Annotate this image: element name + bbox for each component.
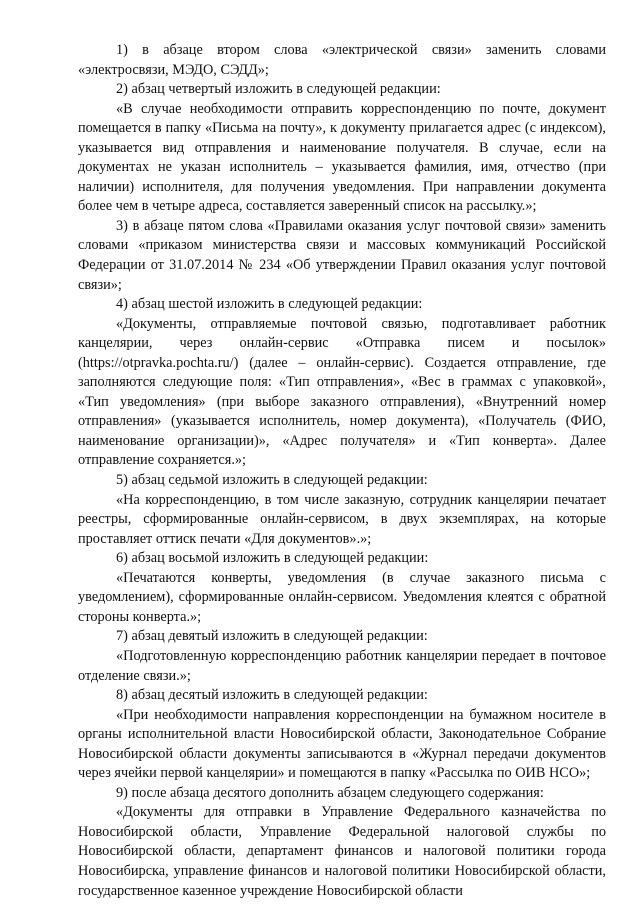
paragraph-quote-1: «В случае необходимости отправить корреспонденцию по почте, документ помещается в папку «Письма на почту», к документу прилагается адрес (с индексом), указывается вид отправления и наименование получателя. В случае, если на документах не указан исполнитель – указывается фамилия, имя, отчество (при наличии) исполнителя, для получения уведомления. При направлении документа более чем в четыре адреса, составляется заверенный список на рассылку.»; — [78, 100, 606, 215]
paragraph-item-8: 8) абзац десятый изложить в следующей редакции: — [116, 687, 428, 704]
paragraph-quote-3: «На корреспонденцию, в том числе заказную, сотрудник канцелярии печатает реестры, сформированные онлайн-сервисом, в двух экземплярах, на которые проставляет оттиск печати «Для документов».»; — [78, 491, 606, 547]
paragraph-item-6: 6) абзац восьмой изложить в следующей редакции: — [116, 550, 429, 567]
paragraph-quote-5: «Подготовленную корреспонденцию работник канцелярии передает в почтовое отделение связи.»; — [78, 647, 606, 684]
document-page — [78, 41, 606, 901]
paragraph-quote-4: «Печатаются конверты, уведомления (в случае заказного письма с уведомлением), сформированные онлайн-сервисом. Уведомления клеятся с обратной стороны конверта.»; — [78, 569, 606, 625]
paragraph-quote-2: «Документы, отправляемые почтовой связью, подготавливает работник канцелярии, через онлайн-сервис «Отправка писем и посылок» (https://otpravka.pochta.ru/) (далее – онлайн-сервис). Создается отправление, где заполняются следующие поля: «Тип отправления», «Вес в граммах с упаковкой», «Тип уведомления» (при выборе заказного отправления), «Внутренний номер отправления» (указывается исполнитель, номер документа), «Получатель (ФИО, наименование организации)», «Адрес получателя» и «Тип конверта». Далее отправление сохраняется.»; — [78, 315, 606, 469]
paragraph-item-3: 3) в абзаце пятом слова «Правилами оказания услуг почтовой связи» заменить словами «приказом министерства связи и массовых коммуникаций Российской Федерации от 31.07.2014 № 234 «Об утверждении Правил оказания услуг почтовой связи»; — [78, 217, 606, 293]
paragraph-item-7: 7) абзац девятый изложить в следующей редакции: — [116, 628, 428, 645]
paragraph-quote-6: «При необходимости направления корреспонденции на бумажном носителе в органы исполнительной власти Новосибирской области, Законодательное Собрание Новосибирской области документы записываются в «Журнал передачи документов через ячейки первой канцелярии» и помещаются в папку «Рассылка по ОИВ НСО»; — [78, 706, 606, 782]
paragraph-item-4: 4) абзац шестой изложить в следующей редакции: — [116, 296, 423, 313]
paragraph-item-5: 5) абзац седьмой изложить в следующей редакции: — [116, 472, 428, 489]
paragraph-quote-7: «Документы для отправки в Управление Федерального казначейства по Новосибирской области, Управление Федеральной налоговой службы по Новосибирской области, департамент финансов и налоговой политики города Новосибирска, управление финансов и налоговой политики Новосибирской области, государственное казенное учреждение Новосибирской области — [78, 804, 606, 899]
paragraph-item-1: 1) в абзаце втором слова «электрической связи» заменить словами «электросвязи, МЭДО, СЭДД»; — [78, 42, 606, 78]
paragraph-item-2: 2) абзац четвертый изложить в следующей редакции: — [116, 81, 441, 98]
paragraph-item-9: 9) после абзаца десятого дополнить абзацем следующего содержания: — [116, 784, 544, 801]
